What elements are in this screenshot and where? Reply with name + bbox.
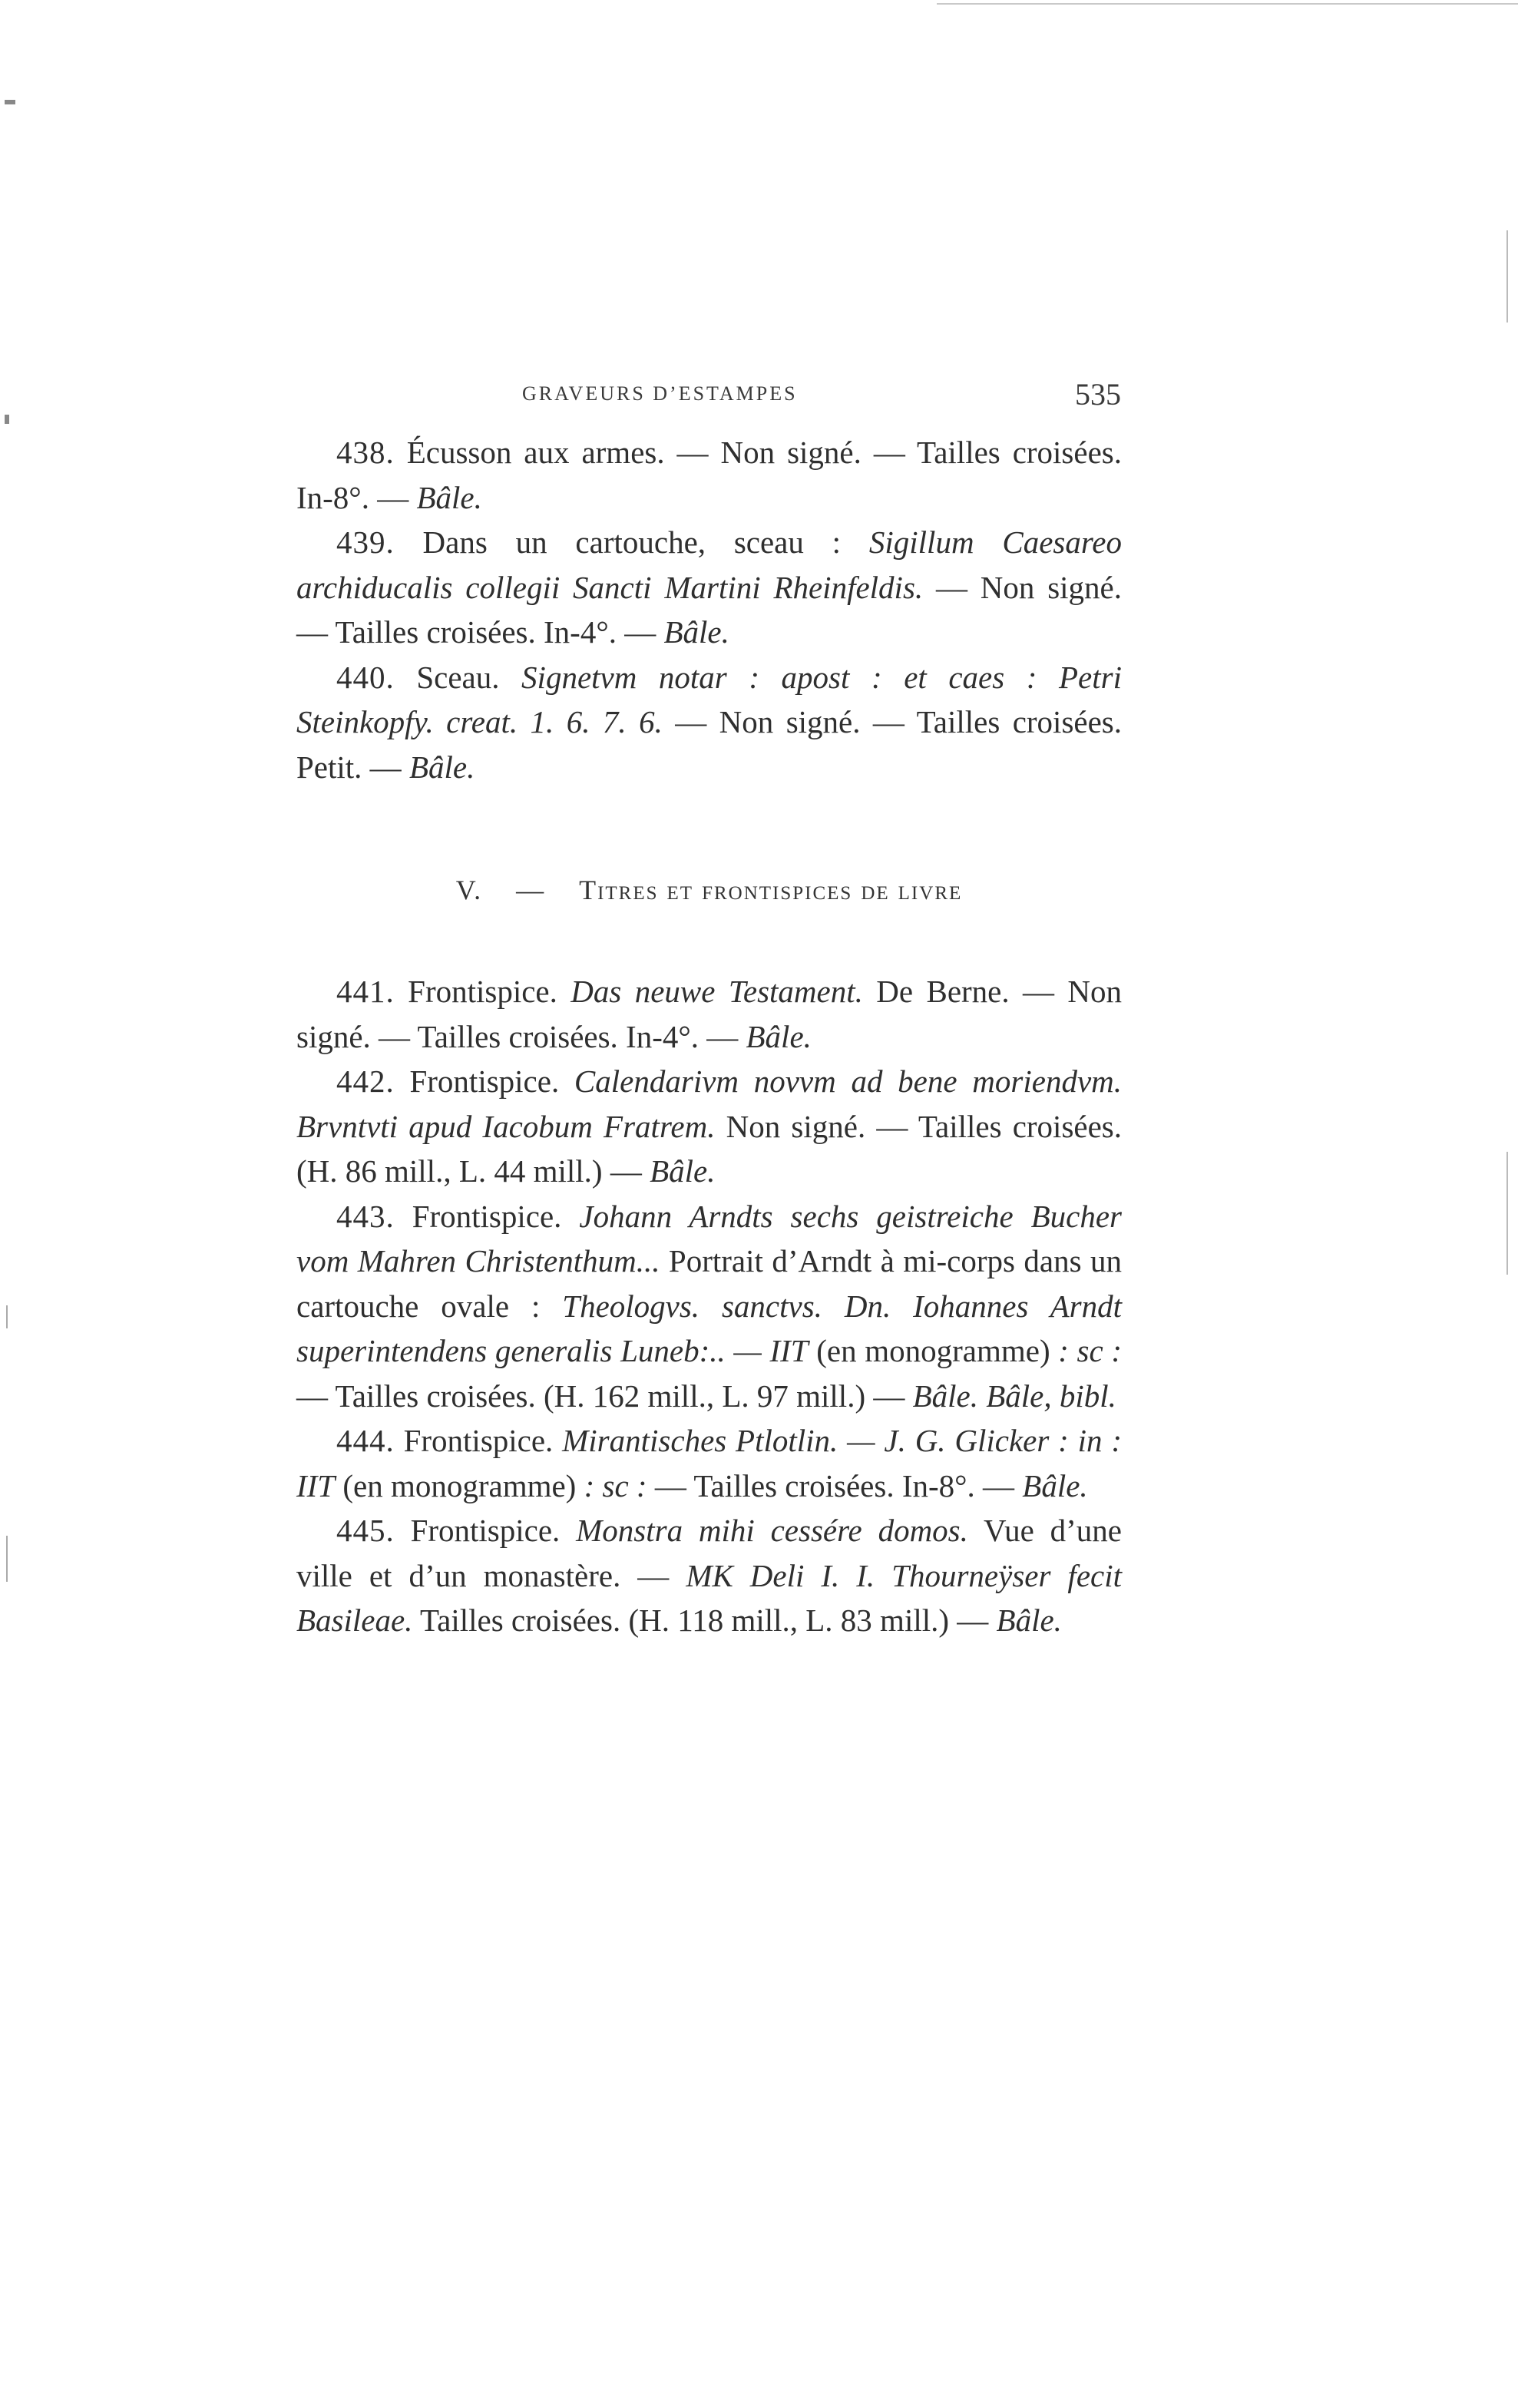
section-heading: [296, 871, 1122, 909]
entries-after: [296, 969, 1122, 1643]
entry-number: 439.: [336, 524, 395, 560]
entry-text: Frontispice.: [394, 974, 571, 1009]
section-title: Titres et frontispices de livre: [579, 875, 963, 905]
catalogue-entry: [296, 969, 1122, 1059]
entry-italic-text: Theologvs. sanctvs. Dn. Iohannes Arndt superintendens generalis Luneb:.. — IIT: [296, 1288, 1122, 1368]
entry-italic-text: Bâle.: [746, 1018, 812, 1054]
entry-italic-text: Mirantisches Ptlotlin. — J. G. Glicker : in : IIT: [296, 1423, 1122, 1503]
catalogue-entry: [296, 1508, 1122, 1643]
catalogue-entry: [296, 1194, 1122, 1419]
scan-mark-left-4: [6, 1536, 8, 1582]
entry-number: 443.: [336, 1198, 395, 1234]
page-number: 535: [1075, 377, 1121, 412]
entry-text: Non signé. — Tailles croisées. (H. 86 mill., L. 44 mill.) —: [296, 1108, 1122, 1189]
entries-before: [296, 430, 1122, 789]
entry-text: Dans un cartouche, sceau :: [394, 524, 869, 560]
catalogue-entry: [296, 520, 1122, 655]
entry-italic-text: Sigillum Caesareo archiducalis collegii Sancti Martini Rheinfeldis.: [296, 524, 1122, 605]
entry-text: Tailles croisées. (H. 118 mill., L. 83 mill.) —: [412, 1603, 997, 1638]
entry-italic-text: Das neuwe Testament.: [570, 974, 863, 1009]
entry-italic-text: Bâle.: [996, 1603, 1062, 1638]
entry-text: (en monogramme): [335, 1467, 584, 1503]
entry-italic-text: : sc :: [584, 1467, 647, 1503]
entry-number: 441.: [336, 974, 395, 1009]
entry-text: Frontispice.: [394, 1513, 577, 1548]
entry-text: — Non signé. — Tailles croisées. Petit. —: [296, 704, 1123, 785]
catalogue-entry: [296, 655, 1122, 790]
entry-number: 442.: [336, 1063, 395, 1099]
entry-text: — Non signé. — Tailles croisées. In-4°. —: [296, 569, 1123, 650]
scan-mark-left-2: [5, 415, 9, 424]
entry-italic-text: Bâle.: [408, 749, 475, 785]
page-body: [296, 430, 1122, 1643]
section-numeral: V.: [455, 875, 483, 905]
entry-italic-text: Bâle.: [1022, 1467, 1088, 1503]
entry-italic-text: Johann Arndts sechs geistreiche Bucher vom Mahren Christenthum...: [296, 1198, 1122, 1278]
entry-text: Sceau.: [394, 659, 522, 695]
section-dash: —: [516, 875, 546, 905]
entry-number: 444.: [336, 1423, 395, 1458]
scan-mark-left-1: [5, 100, 15, 104]
entry-number: 438.: [336, 435, 395, 470]
scan-mark-right-1: [1506, 230, 1508, 322]
entry-italic-text: Signetvm notar : apost : et caes : Petri Steinkopfy. creat. 1. 6. 7. 6.: [296, 659, 1122, 739]
entry-italic-text: Calendarivm novvm ad bene moriendvm. Brvntvti apud Iacobum Fratrem.: [296, 1063, 1122, 1144]
entry-text: Vue d’une ville et d’un monastère. —: [296, 1513, 1122, 1593]
entry-text: — Tailles croisées. In-8°. —: [647, 1467, 1023, 1503]
entry-italic-text: MK Deli I. I. Thourneÿser fecit Basileae.: [296, 1557, 1122, 1638]
entry-italic-text: Bâle.: [650, 1153, 716, 1189]
page-header: [307, 376, 1121, 422]
entry-italic-text: Monstra mihi cessére domos.: [576, 1513, 968, 1548]
entry-text: Frontispice.: [394, 1198, 580, 1234]
running-title: GRAVEURS D’ESTAMPES: [522, 382, 798, 405]
entry-italic-text: Bâle.: [663, 614, 729, 650]
entry-italic-text: Bâle. Bâle, bibl.: [912, 1378, 1116, 1414]
entry-text: Frontispice.: [394, 1423, 563, 1458]
entry-number: 440.: [336, 659, 395, 695]
entry-text: De Berne. — Non signé. — Tailles croisées. In-4°. —: [296, 974, 1123, 1054]
entry-number: 445.: [336, 1513, 395, 1548]
catalogue-entry: [296, 430, 1122, 520]
scan-mark-left-3: [6, 1305, 8, 1328]
entry-text: (en monogramme): [808, 1333, 1059, 1368]
entry-italic-text: Bâle.: [416, 479, 482, 515]
entry-text: Frontispice.: [394, 1063, 574, 1099]
entry-italic-text: : sc :: [1058, 1333, 1122, 1368]
entry-text: — Tailles croisées. (H. 162 mill., L. 97 mill.) —: [296, 1378, 913, 1414]
entry-text: Portrait d’Arndt à mi-corps dans un cartouche ovale :: [296, 1243, 1122, 1324]
catalogue-entry: [296, 1418, 1122, 1508]
catalogue-entry: [296, 1059, 1122, 1194]
scan-mark-right-2: [1506, 1152, 1508, 1275]
entry-text: Écusson aux armes. — Non signé. — Tailles croisées. In-8°. —: [296, 435, 1122, 515]
scan-edge-line: [937, 3, 1518, 5]
